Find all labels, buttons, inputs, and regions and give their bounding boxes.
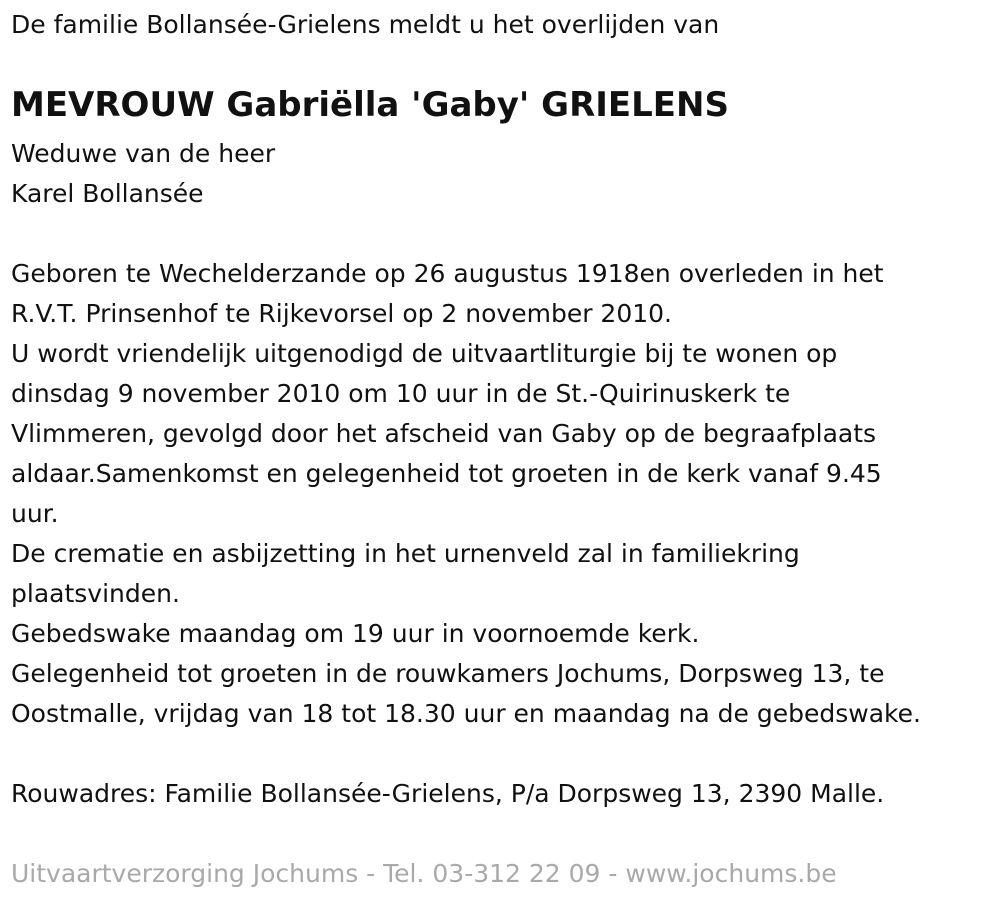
spouse-block <box>11 134 275 214</box>
body-line: plaatsvinden. <box>11 579 180 608</box>
mourning-address: Rouwadres: Familie Bollansée-Grielens, P/a Dorpsweg 13, 2390 Malle. <box>11 779 885 808</box>
body-line: R.V.T. Prinsenhof te Rijkevorsel op 2 november 2010. <box>11 299 672 328</box>
body-line: uur. <box>11 499 59 528</box>
spouse-line: Weduwe van de heer <box>11 139 276 168</box>
body-line: Gebedswake maandag om 19 uur in voornoemde kerk. <box>11 619 700 648</box>
spouse-line: Karel Bollansée <box>11 179 204 208</box>
body-line: U wordt vriendelijk uitgenodigd de uitvaartliturgie bij te wonen op <box>11 339 838 368</box>
body-line: aldaar.Samenkomst en gelegenheid tot groeten in de kerk vanaf 9.45 <box>11 459 882 488</box>
intro-text: De familie Bollansée-Grielens meldt u het overlijden van <box>11 10 720 39</box>
deceased-name: MEVROUW Gabriëlla 'Gaby' GRIELENS <box>11 85 729 125</box>
funeral-home-footer: Uitvaartverzorging Jochums - Tel. 03-312 22 09 - www.jochums.be <box>11 859 837 888</box>
notice-body <box>11 254 921 734</box>
body-line: Oostmalle, vrijdag van 18 tot 18.30 uur en maandag na de gebedswake. <box>11 699 921 728</box>
body-line: Gelegenheid tot groeten in de rouwkamers Jochums, Dorpsweg 13, te <box>11 659 885 688</box>
body-line: Vlimmeren, gevolgd door het afscheid van Gaby op de begraafplaats <box>11 419 877 448</box>
body-line: dinsdag 9 november 2010 om 10 uur in de St.-Quirinuskerk te <box>11 379 791 408</box>
body-line: De crematie en asbijzetting in het urnenveld zal in familiekring <box>11 539 800 568</box>
body-line: Geboren te Wechelderzande op 26 augustus 1918en overleden in het <box>11 259 884 288</box>
